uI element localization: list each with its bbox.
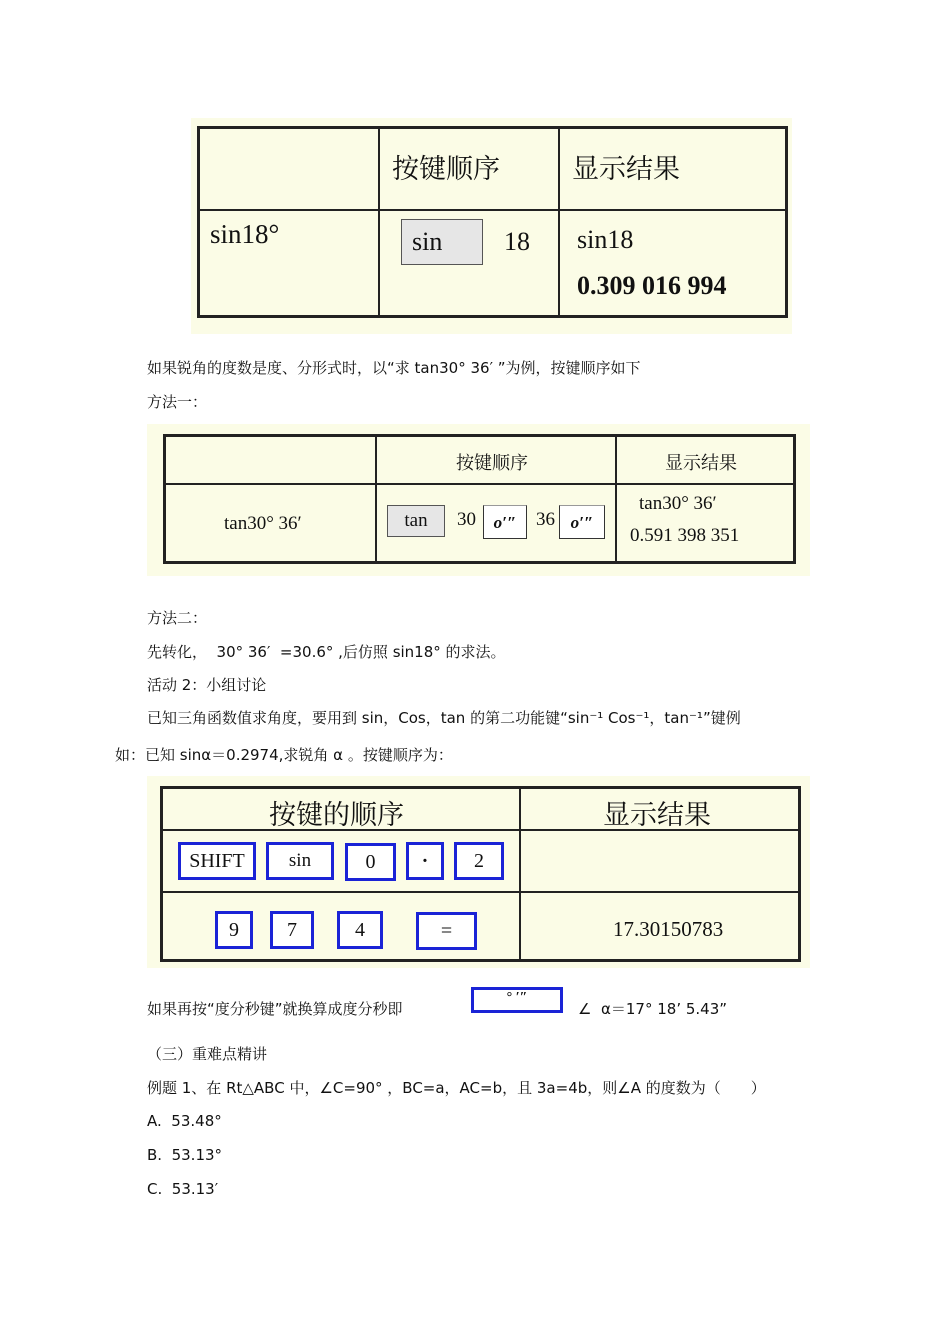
table2-row-label: tan30° 36′: [224, 512, 302, 534]
table3-header-keys-cell: [162, 788, 521, 830]
tan-key[interactable]: tan: [387, 505, 445, 537]
table2-header-result: 显示结果: [665, 453, 737, 474]
table3-header-result: 显示结果: [603, 800, 711, 831]
table3-row1-keys-cell: [162, 830, 521, 892]
para3-text: 如果再按“度分秒键”就换算成度分秒即: [147, 1000, 403, 1018]
digit-4-key[interactable]: 4: [337, 911, 383, 949]
table2-result-line1: tan30° 36′: [639, 492, 717, 514]
table2-num2: 36: [536, 508, 555, 530]
table1-result-line2: 0.309 016 994: [577, 270, 727, 300]
table2-result-cell: [616, 484, 795, 563]
para2-line1: 已知三角函数值求角度，要用到 sin，Cos，tan 的第二功能键“sin⁻¹ Cos⁻¹，tan⁻¹”键例: [147, 709, 741, 727]
dms-key-blue[interactable]: ° ′″: [471, 987, 563, 1013]
example1-question: 例题 1、在 Rt△ABC 中，∠C=90° ，BC=a，AC=b，且 3a=4b，则∠A 的度数为（ ）: [147, 1079, 766, 1097]
table2-corner-cell: [165, 436, 377, 484]
table1-keys-cell: [379, 210, 559, 317]
digit-0-key[interactable]: 0: [345, 843, 396, 881]
table3-header-result-cell: [520, 788, 800, 830]
option-a: A. 53.48°: [147, 1112, 222, 1130]
activity2-heading: 活动 2：小组讨论: [147, 676, 267, 694]
table2-keys-cell: [376, 484, 616, 563]
section3-title: （三）重难点精讲: [147, 1045, 268, 1063]
table3: [160, 786, 801, 962]
table3-header-keys: 按键的顺序: [269, 800, 404, 831]
table1: [197, 126, 788, 318]
table2-header-keys: 按键顺序: [456, 453, 528, 474]
table3-row2-result-cell: [520, 892, 800, 961]
method1-title: 方法一：: [147, 393, 208, 411]
table2: [163, 434, 796, 564]
table1-result-cell: [559, 210, 787, 317]
digit-2-key[interactable]: 2: [454, 842, 504, 880]
option-b: B. 53.13°: [147, 1146, 223, 1164]
table2-header-keys-cell: [376, 436, 616, 484]
para2-line2: 如：已知 sinα＝0.2974,求锐角 α 。按键顺序为：: [115, 746, 453, 764]
table2-num1: 30: [457, 508, 476, 530]
table1-header-keys-cell: [379, 128, 559, 210]
para3-result: ∠ α＝17° 18’ 5.43”: [578, 1000, 728, 1018]
table2-header-result-cell: [616, 436, 795, 484]
table3-row2-keys-cell: [162, 892, 521, 961]
table1-header-result: 显示结果: [572, 154, 680, 185]
table1-result-line1: sin18: [577, 224, 634, 254]
sin-key[interactable]: sin: [401, 219, 483, 265]
table2-row-label-cell: [165, 484, 377, 563]
method2-text: 先转化， 30° 36′ =30.6° ,后仿照 sin18° 的求法。: [147, 643, 506, 661]
digit-7-key[interactable]: 7: [270, 911, 314, 949]
para1: 如果锐角的度数是度、分形式时，以“求 tan30° 36′ ”为例，按键顺序如下: [147, 359, 641, 377]
table2-result-line2: 0.591 398 351: [630, 524, 740, 546]
option-c: C. 53.13′: [147, 1180, 219, 1198]
table1-corner-cell: [199, 128, 380, 210]
shift-key[interactable]: SHIFT: [178, 842, 256, 880]
table1-header-keys: 按键顺序: [392, 154, 500, 185]
table1-row-label: sin18°: [210, 218, 280, 249]
table3-row1-result-cell: [520, 830, 800, 892]
table1-row-label-cell: [199, 210, 380, 317]
method2-title: 方法二：: [147, 609, 208, 627]
equals-key[interactable]: =: [416, 912, 477, 950]
dms-key-1[interactable]: o′″: [483, 505, 527, 539]
dms-key-2[interactable]: o′″: [559, 505, 605, 539]
sin-key-2[interactable]: sin: [266, 842, 334, 880]
digit-9-key[interactable]: 9: [215, 911, 253, 949]
table1-header-result-cell: [559, 128, 787, 210]
table1-number: 18: [504, 226, 530, 256]
decimal-point-key[interactable]: ·: [406, 842, 444, 880]
table3-result: 17.30150783: [613, 916, 724, 941]
